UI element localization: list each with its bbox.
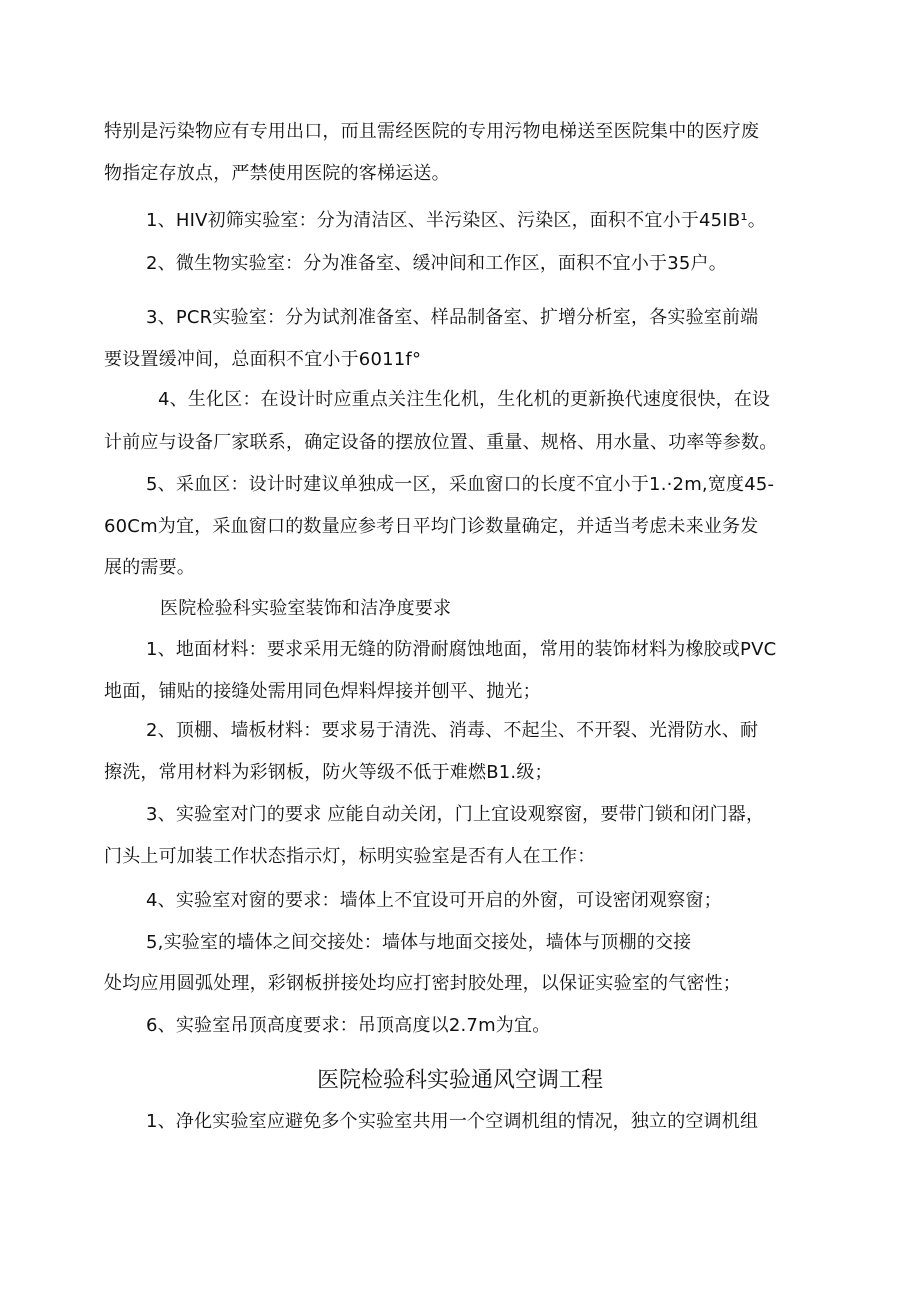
decoration-section-title: 医院检验科实验室装饰和洁净度要求 <box>160 598 452 619</box>
lab-area-pcr-line-2: 要设置缓冲间，总面积不宜小于6011f° <box>104 349 422 370</box>
decoration-ceiling-height: 6、实验室吊顶高度要求：吊顶高度以2.7m为宜。 <box>146 1015 551 1036</box>
decoration-door-line-1: 3、实验室对门的要求 应能自动关闭，门上宜设观察窗，要带门锁和闭门器， <box>146 804 765 825</box>
intro-line-2: 物指定存放点，严禁使用医院的客梯运送。 <box>104 163 450 184</box>
lab-area-blood-line-3: 展的需要。 <box>104 557 195 578</box>
decoration-ceiling-line-1: 2、顶棚、墙板材料：要求易于清洗、消毒、不起尘、不开裂、光滑防水、耐 <box>146 720 759 741</box>
hvac-section-title: 医院检验科实验通风空调工程 <box>316 1068 603 1093</box>
lab-area-hiv: 1、HIV初筛实验室：分为清洁区、半污染区、污染区，面积不宜小于45IB¹。 <box>146 210 766 231</box>
lab-area-blood-line-1: 5、采血区：设计时建议单独成一区，采血窗口的长度不宜小于1.·2m,宽度45- <box>146 474 775 495</box>
decoration-floor-line-1: 1、地面材料：要求采用无缝的防滑耐腐蚀地面，常用的装饰材料为橡胶或PVC <box>146 639 777 660</box>
lab-area-microbiology: 2、微生物实验室：分为准备室、缓冲间和工作区，面积不宜小于35户。 <box>146 253 727 274</box>
decoration-door-line-2: 门头上可加装工作状态指示灯，标明实验室是否有人在工作： <box>104 846 596 867</box>
decoration-wall-joint-line-1: 5,实验室的墙体之间交接处：墙体与地面交接处，墙体与顶棚的交接 <box>146 932 692 953</box>
decoration-wall-joint-line-2: 处均应用圆弧处理，彩钢板拼接处均应打密封胶处理，以保证实验室的气密性； <box>104 973 741 994</box>
lab-area-biochem-line-1: 4、生化区：在设计时应重点关注生化机，生化机的更新换代速度很快，在设 <box>158 389 771 410</box>
decoration-floor-line-2: 地面，铺贴的接缝处需用同色焊料焊接并刨平、抛光； <box>104 681 541 702</box>
hvac-item-1-line-1: 1、净化实验室应避免多个实验室共用一个空调机组的情况，独立的空调机组 <box>146 1111 759 1132</box>
decoration-ceiling-line-2: 擦洗，常用材料为彩钢板，防火等级不低于难燃B1.级； <box>104 762 553 783</box>
lab-area-biochem-line-2: 计前应与设备厂家联系，确定设备的摆放位置、重量、规格、用水量、功率等参数。 <box>104 432 778 453</box>
intro-line-1: 特别是污染物应有专用出口，而且需经医院的专用污物电梯送至医院集中的医疗废 <box>104 121 760 142</box>
lab-area-pcr-line-1: 3、PCR实验室：分为试剂准备室、样品制备室、扩增分析室，各实验室前端 <box>146 307 759 328</box>
lab-area-blood-line-2: 60Cm为宜，采血窗口的数量应参考日平均门诊数量确定，并适当考虑未来业务发 <box>104 516 759 537</box>
decoration-window: 4、实验室对窗的要求：墙体上不宜设可开启的外窗，可设密闭观察窗； <box>146 890 722 911</box>
